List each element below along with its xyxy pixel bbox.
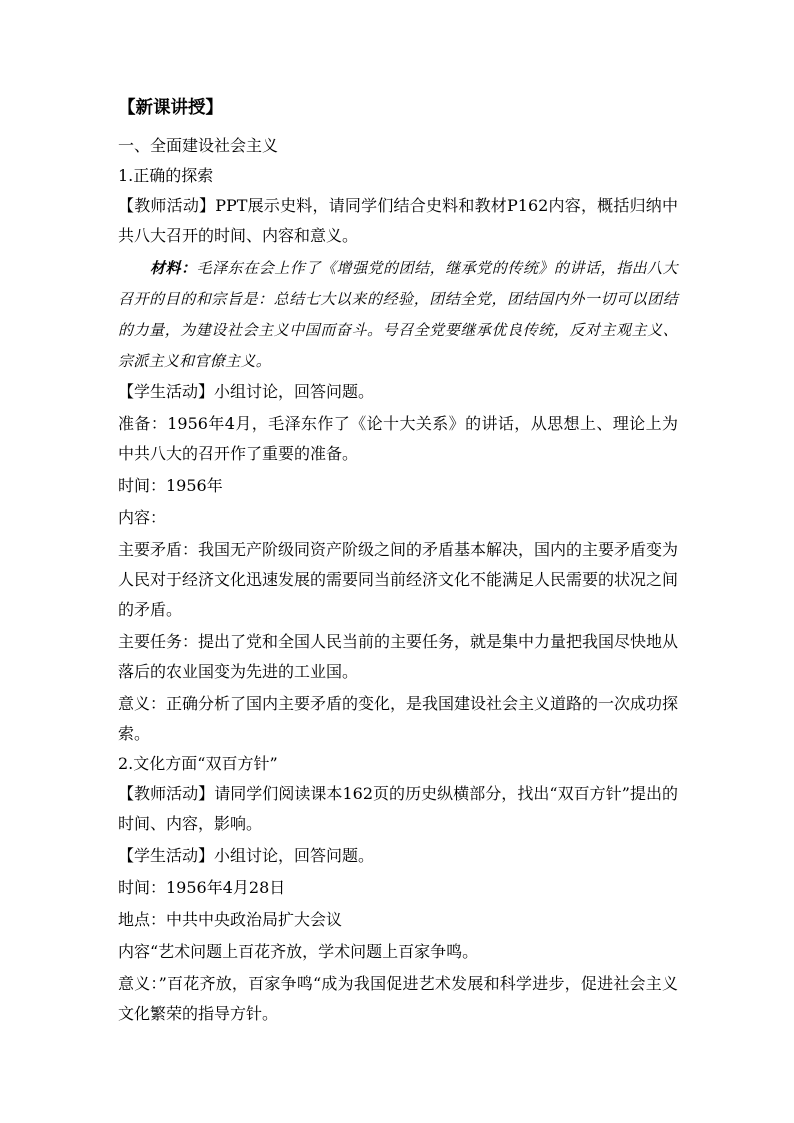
student-activity-1 [118,377,678,407]
material-quote [118,253,678,377]
preparation-paragraph: 准备：1956年4月，毛泽东作了《论十大关系》的讲话，从思想上、理论上为中共八大的召开作了重要的准备。 [118,414,678,463]
content-line-2: 内容“艺术问题上百花齐放，学术问题上百家争鸣。 [118,942,479,961]
sub1-heading: 1.正确的探索 [118,166,214,185]
main-task-paragraph: 主要任务：提出了党和全国人民当前的主要任务，就是集中力量把我国尽快地从落后的农业国变为先进的工业国。 [118,632,679,681]
teacher-activity-1 [118,191,678,251]
section-title: 【新课讲授】 [118,98,223,118]
teacher-activity-text: PPT展示史料，请同学们结合史料和教材P162内容，概括归纳中共八大召开的时间、内容和意义。 [118,196,678,245]
main-contradiction-paragraph: 主要矛盾：我国无产阶级同资产阶级之间的矛盾基本解决，国内的主要矛盾变为人民对于经济文化迅速发展的需要同当前经济文化不能满足人民需要的状况之间的矛盾。 [118,540,679,619]
time-line-2: 时间：1956年4月28日 [118,878,286,897]
student-activity-text: 小组讨论，回答问题。 [214,846,375,865]
student-activity-2 [118,841,678,871]
material-label: 材料： [150,259,197,277]
place-line: 地点：中共中央政治局扩大会议 [118,910,343,929]
teacher-activity-tag: 【教师活动】 [118,784,215,803]
significance-paragraph-1: 意义：正确分析了国内主要矛盾的变化，是我国建设社会主义道路的一次成功探索。 [118,694,679,743]
sub2-heading: 2.文化方面“双百方针” [118,754,278,773]
content-label: 内容： [118,508,167,527]
teacher-activity-tag: 【教师活动】 [118,196,216,215]
teacher-activity-2 [118,779,678,839]
document-body [118,94,678,1029]
student-activity-text: 小组讨论，回答问题。 [214,382,375,401]
part-one-heading: 一、全面建设社会主义 [118,136,279,155]
teacher-activity-text: 请同学们阅读课本162页的历史纵横部分，找出“双百方针”提出的时间、内容，影响。 [118,784,678,833]
student-activity-tag: 【学生活动】 [118,846,215,865]
significance-paragraph-2: 意义：”百花齐放，百家争鸣“成为我国促进艺术发展和科学进步，促进社会主义文化繁荣的指导方针。 [118,974,678,1023]
time-line-1: 时间：1956年 [118,476,223,495]
material-text: 毛泽东在会上作了《增强党的团结，继承党的传统》的讲话，指出八大召开的目的和宗旨是：总结七大以来的经验，团结全党，团结国内外一切可以团结的力量，为建设社会主义中国而奋斗。号召全党要继承优良传统，反对主观主义、宗派主义和官僚主义。 [118,259,678,370]
student-activity-tag: 【学生活动】 [118,382,215,401]
